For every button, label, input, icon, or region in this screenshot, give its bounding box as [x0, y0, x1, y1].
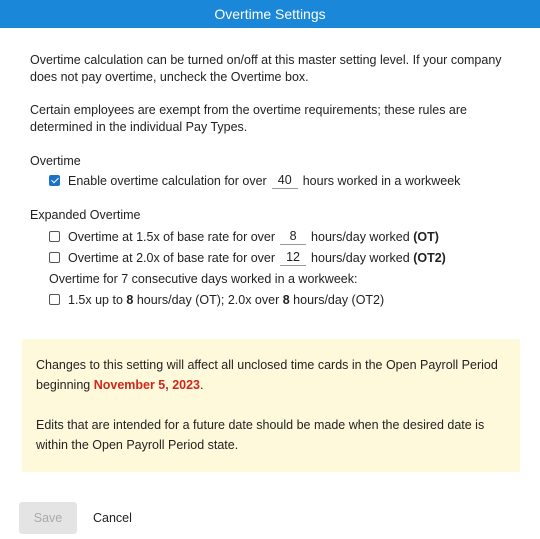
- enable-overtime-suffix: hours worked in a workweek: [302, 173, 461, 188]
- dialog-footer: [0, 502, 540, 534]
- ot-tag: (OT): [413, 229, 439, 244]
- enable-overtime-checkbox[interactable]: [49, 175, 60, 186]
- enable-overtime-label: Enable overtime calculation for over: [68, 173, 267, 188]
- notice-line-2: Edits that are intended for a future date should be made when the desired date is within the Open Payroll Period state.: [36, 418, 485, 452]
- notice-period: .: [200, 378, 204, 392]
- enable-overtime-row: [30, 170, 510, 191]
- consecutive-part1: 1.5x up to: [68, 292, 123, 307]
- notice-line-1: [36, 355, 506, 395]
- dialog-content: [0, 28, 540, 310]
- consecutive-days-row: [30, 289, 510, 310]
- dialog-title: Overtime Settings: [0, 0, 540, 28]
- consecutive-part3: hours/day (OT2): [293, 292, 385, 307]
- ot2-label: Overtime at 2.0x of base rate for over: [68, 250, 276, 265]
- ot-label: Overtime at 1.5x of base rate for over: [68, 229, 276, 244]
- ot2-hours-input[interactable]: 12: [280, 249, 306, 266]
- ot-row: [30, 226, 510, 247]
- ot2-suffix: hours/day worked: [311, 250, 410, 265]
- cancel-button[interactable]: Cancel: [93, 511, 132, 525]
- ot2-checkbox[interactable]: [49, 252, 60, 263]
- overtime-section-label: Overtime: [30, 154, 81, 168]
- intro-paragraph-1: Overtime calculation can be turned on/off at this master setting level. If your company does not pay overtime, uncheck the Overtime box.: [30, 53, 502, 84]
- consecutive-days-checkbox[interactable]: [49, 294, 60, 305]
- notice-text: Changes to this setting will affect all unclosed time cards in the Open Payroll Period beginning: [36, 358, 498, 392]
- intro-paragraph-2: Certain employees are exempt from the overtime requirements; these rules are determined in the individual Pay Types.: [30, 103, 467, 134]
- ot-hours-input[interactable]: 8: [280, 228, 306, 245]
- consecutive-n1: 8: [126, 292, 134, 307]
- consecutive-part2: hours/day (OT); 2.0x over: [136, 292, 280, 307]
- save-button[interactable]: Save: [19, 502, 77, 534]
- consecutive-days-label: Overtime for 7 consecutive days worked in a workweek:: [49, 271, 358, 286]
- overtime-hours-input[interactable]: 40: [272, 172, 298, 189]
- ot-checkbox[interactable]: [49, 231, 60, 242]
- consecutive-n2: 8: [282, 292, 290, 307]
- ot2-row: [30, 247, 510, 268]
- ot-suffix: hours/day worked: [311, 229, 410, 244]
- ot2-tag: (OT2): [413, 250, 446, 265]
- notice-date: November 5, 2023: [93, 378, 201, 392]
- payroll-notice: [22, 339, 520, 472]
- expanded-overtime-section-label: Expanded Overtime: [30, 208, 141, 222]
